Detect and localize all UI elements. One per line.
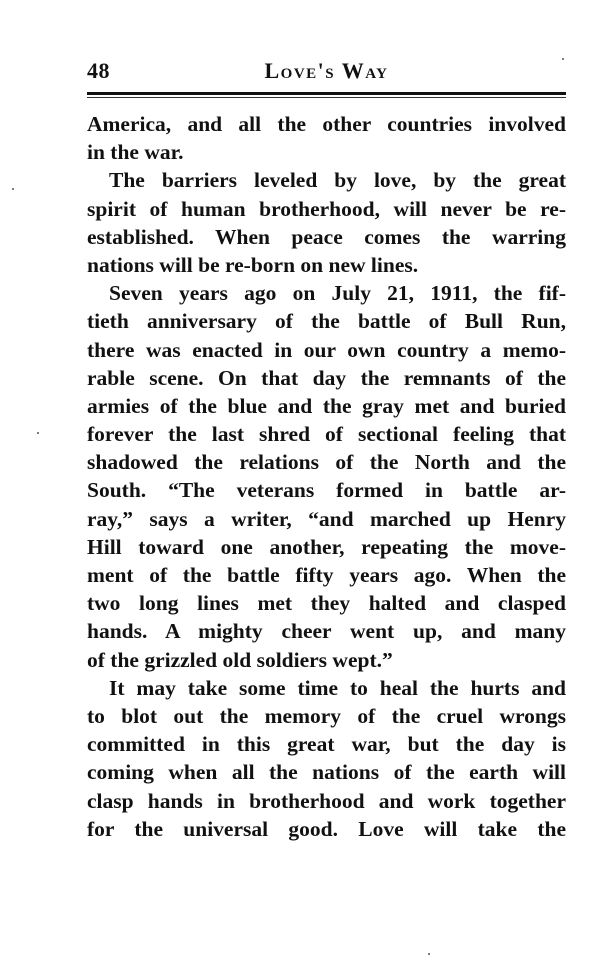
text-line: tieth anniversary of the battle of Bull Run, xyxy=(87,309,566,334)
text-line: committed in this great war, but the day is xyxy=(87,732,566,757)
text-line: of the grizzled old soldiers wept.” xyxy=(87,647,393,672)
text-line: to blot out the memory of the cruel wrongs xyxy=(87,703,566,728)
text-line: forever the last shred of sectional feeling that xyxy=(87,422,566,447)
text-line: established. When peace comes the warring xyxy=(87,224,566,249)
text-line: clasp hands in brotherhood and work together xyxy=(87,788,566,813)
text-line: Seven years ago on July 21, 1911, the fif- xyxy=(109,281,566,306)
running-title: Love's Way xyxy=(264,58,389,83)
scan-speck xyxy=(562,58,564,60)
page-header xyxy=(87,54,566,88)
text-line: coming when all the nations of the earth will xyxy=(87,760,566,785)
text-line: two long lines met they halted and clasped xyxy=(87,591,566,616)
text-line: Hill toward one another, repeating the move- xyxy=(87,534,566,559)
scan-speck xyxy=(12,188,14,190)
text-line: shadowed the relations of the North and the xyxy=(87,450,566,475)
page-number: 48 xyxy=(87,58,110,83)
text-line: for the universal good. Love will take the xyxy=(87,816,566,841)
text-line: nations will be re-born on new lines. xyxy=(87,252,419,277)
text-line: armies of the blue and the gray met and buried xyxy=(87,393,566,418)
text-line: The barriers leveled by love, by the great xyxy=(109,168,566,193)
text-line: in the war. xyxy=(87,140,184,165)
header-rule-thick xyxy=(87,92,566,95)
text-line: It may take some time to heal the hurts and xyxy=(109,675,566,700)
text-line: South. “The veterans formed in battle ar- xyxy=(87,478,566,503)
text-line: ray,” says a writer, “and marched up Henry xyxy=(87,506,566,531)
scan-speck xyxy=(37,432,39,434)
text-line: there was enacted in our own country a memo- xyxy=(87,337,566,362)
text-line: ment of the battle fifty years ago. When the xyxy=(87,563,566,587)
text-line: spirit of human brotherhood, will never be re- xyxy=(87,196,566,221)
body-text xyxy=(87,110,566,843)
scan-speck xyxy=(428,953,430,955)
text-line: America, and all the other countries involved xyxy=(87,112,566,136)
text-line: hands. A mighty cheer went up, and many xyxy=(87,619,566,644)
header-rule-thin xyxy=(87,97,566,98)
text-line: rable scene. On that day the remnants of the xyxy=(87,365,566,390)
